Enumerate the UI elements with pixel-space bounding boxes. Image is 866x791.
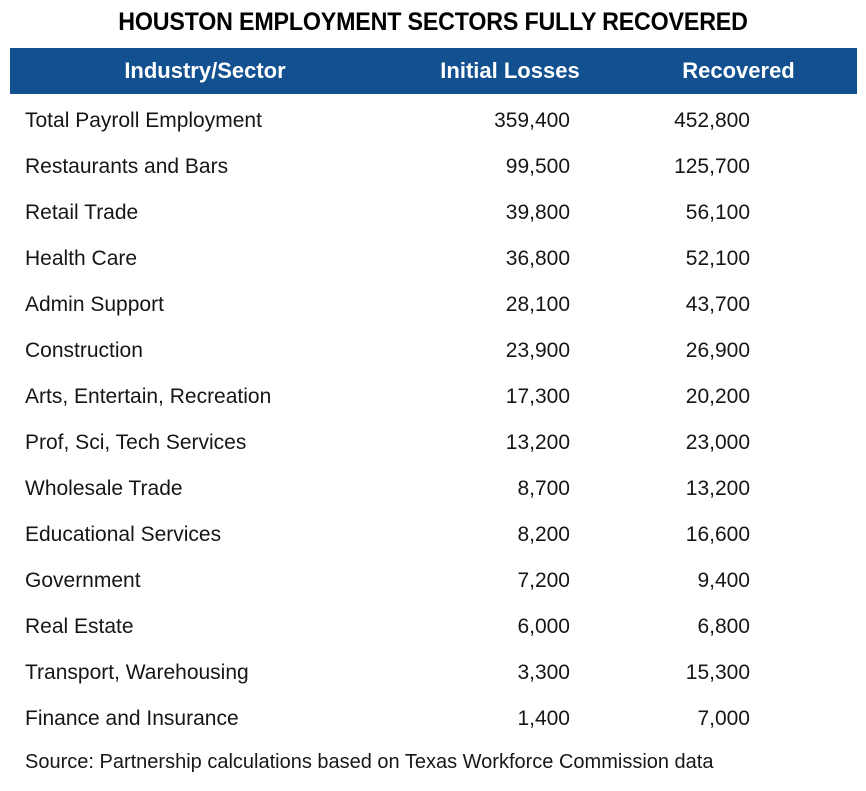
- column-header-industry: Industry/Sector: [124, 58, 286, 83]
- table-row: [0, 558, 866, 604]
- cell-initial-losses: 39,800: [505, 201, 570, 224]
- table-row: [0, 236, 866, 282]
- cell-initial-losses: 8,700: [517, 477, 570, 500]
- table-row: [0, 328, 866, 374]
- cell-recovered: 52,100: [685, 247, 750, 270]
- cell-initial-losses: 28,100: [505, 293, 570, 316]
- cell-industry: Admin Support: [25, 293, 164, 316]
- cell-recovered: 7,000: [697, 707, 750, 730]
- cell-recovered: 452,800: [674, 109, 750, 132]
- cell-industry: Wholesale Trade: [25, 477, 183, 500]
- table-row: [0, 650, 866, 696]
- cell-initial-losses: 3,300: [517, 661, 570, 684]
- table-row: [0, 696, 866, 742]
- cell-initial-losses: 17,300: [505, 385, 570, 408]
- cell-recovered: 16,600: [685, 523, 750, 546]
- table-row: [0, 420, 866, 466]
- cell-industry: Real Estate: [25, 615, 134, 638]
- cell-industry: Restaurants and Bars: [25, 155, 229, 178]
- table-row: [0, 374, 866, 420]
- cell-industry: Educational Services: [25, 523, 222, 546]
- cell-industry: Government: [25, 569, 141, 592]
- cell-recovered: 15,300: [685, 661, 750, 684]
- cell-initial-losses: 99,500: [505, 155, 570, 178]
- cell-initial-losses: 13,200: [505, 431, 570, 454]
- table-header-row: [10, 48, 857, 94]
- table-row: [0, 604, 866, 650]
- cell-recovered: 9,400: [697, 569, 750, 592]
- cell-initial-losses: 36,800: [505, 247, 570, 270]
- table-row: [0, 144, 866, 190]
- table-body: [0, 98, 866, 742]
- cell-recovered: 43,700: [685, 293, 750, 316]
- cell-industry: Construction: [25, 339, 143, 362]
- cell-recovered: 23,000: [685, 431, 750, 454]
- cell-industry: Prof, Sci, Tech Services: [25, 431, 247, 454]
- cell-recovered: 13,200: [685, 477, 750, 500]
- cell-industry: Finance and Insurance: [25, 707, 239, 730]
- table-row: [0, 190, 866, 236]
- cell-initial-losses: 8,200: [517, 523, 570, 546]
- cell-initial-losses: 7,200: [517, 569, 570, 592]
- table-row: [0, 466, 866, 512]
- table-row: [0, 282, 866, 328]
- cell-industry: Retail Trade: [25, 201, 139, 224]
- cell-recovered: 125,700: [674, 155, 750, 178]
- table-row: [0, 512, 866, 558]
- cell-initial-losses: 359,400: [494, 109, 570, 132]
- cell-industry: Total Payroll Employment: [25, 109, 262, 132]
- cell-initial-losses: 1,400: [517, 707, 570, 730]
- table-row: [0, 98, 866, 144]
- cell-recovered: 6,800: [697, 615, 750, 638]
- column-header-recovered: Recovered: [682, 58, 795, 83]
- cell-recovered: 20,200: [685, 385, 750, 408]
- cell-industry: Transport, Warehousing: [25, 661, 249, 684]
- cell-recovered: 26,900: [685, 339, 750, 362]
- cell-industry: Arts, Entertain, Recreation: [25, 385, 272, 408]
- page-title: HOUSTON EMPLOYMENT SECTORS FULLY RECOVERED: [118, 8, 748, 36]
- cell-initial-losses: 6,000: [517, 615, 570, 638]
- source-note: Source: Partnership calculations based on Texas Workforce Commission data: [25, 751, 714, 773]
- cell-initial-losses: 23,900: [505, 339, 570, 362]
- cell-industry: Health Care: [25, 247, 138, 270]
- column-header-initial-losses: Initial Losses: [440, 58, 580, 83]
- cell-recovered: 56,100: [685, 201, 750, 224]
